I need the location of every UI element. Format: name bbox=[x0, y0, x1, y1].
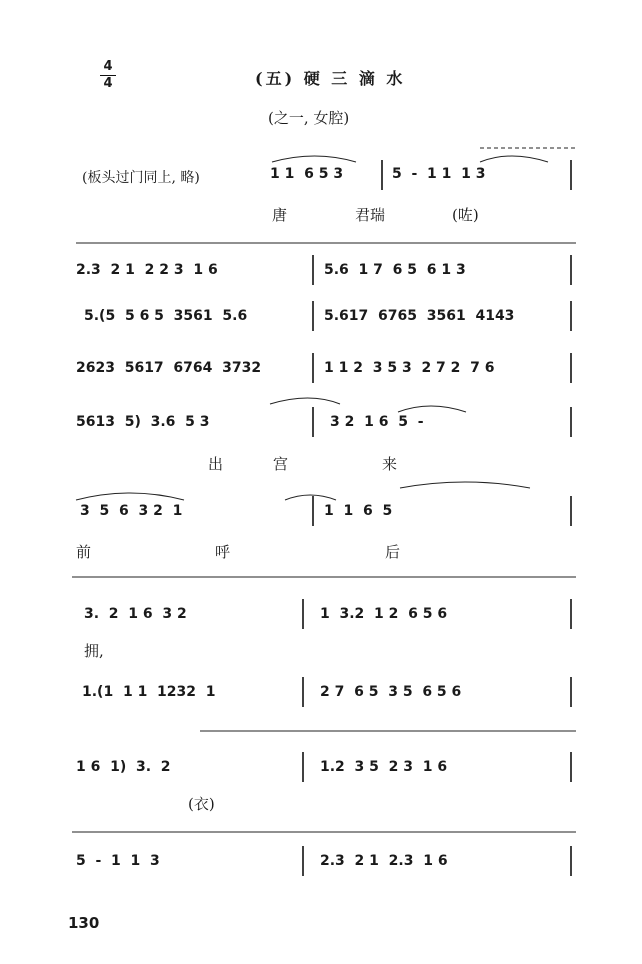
time-signature-bottom: 4 bbox=[103, 76, 113, 91]
lyric-7: 前 bbox=[76, 543, 92, 561]
notes-line-7-measure-2: 1 3.2 1 2 6 5 6 bbox=[320, 606, 448, 622]
lyric-10: 拥, bbox=[84, 642, 104, 660]
notes-line-3-measure-2: 5.617 6765 3561 4143 bbox=[324, 308, 515, 324]
notes-line-9-measure-2: 1.2 3 5 2 3 1 6 bbox=[320, 759, 448, 775]
notes-line-6-measure-2: 1 1 6 5 bbox=[324, 503, 393, 519]
notes-line-10-measure-1: 5 - 1 1 3 bbox=[76, 853, 160, 869]
notes-line-1-measure-2: 5 - 1 1 1 3 bbox=[392, 166, 486, 182]
lyric-8: 呼 bbox=[215, 543, 231, 561]
lyric-1: 唐 bbox=[272, 206, 288, 224]
lyric-3: (咗) bbox=[452, 206, 479, 224]
intro-note: (板头过门同上, 略) bbox=[82, 170, 200, 186]
notes-line-7-measure-1: 3. 2 1 6 3 2 bbox=[84, 606, 187, 622]
notes-line-5-measure-2: 3 2 1 6 5 - bbox=[330, 414, 424, 430]
lyric-6: 来 bbox=[382, 455, 398, 473]
lyric-5: 宫 bbox=[273, 455, 289, 473]
notes-line-3-measure-1: 5.(5 5 6 5 3561 5.6 bbox=[84, 308, 248, 324]
song-title: (五) 硬 三 滴 水 bbox=[255, 69, 406, 88]
lyric-2: 君瑞 bbox=[355, 206, 386, 224]
notes-line-2-measure-2: 5.6 1 7 6 5 6 1 3 bbox=[324, 262, 466, 278]
notes-line-10-measure-2: 2.3 2 1 2.3 1 6 bbox=[320, 853, 448, 869]
lyric-9: 后 bbox=[385, 543, 401, 561]
time-signature-top: 4 bbox=[103, 59, 113, 74]
lyric-4: 出 bbox=[208, 455, 224, 473]
page-number: 130 bbox=[68, 914, 100, 932]
notes-line-1-measure-1: 1 1 6 5 3 bbox=[270, 166, 344, 182]
notes-line-6-measure-1: 3 5 6 3 2 1 bbox=[80, 503, 183, 519]
notes-line-8-measure-1: 1.(1 1 1 1232 1 bbox=[82, 684, 216, 700]
notes-line-2-measure-1: 2.3 2 1 2 2 3 1 6 bbox=[76, 262, 218, 278]
lyric-11: (衣) bbox=[188, 795, 215, 813]
notes-line-4-measure-1: 2623 5617 6764 3732 bbox=[76, 360, 262, 376]
notes-line-5-measure-1: 5613 5) 3.6 5 3 bbox=[76, 414, 210, 430]
notes-line-8-measure-2: 2 7 6 5 3 5 6 5 6 bbox=[320, 684, 462, 700]
song-subtitle: (之一, 女腔) bbox=[268, 109, 350, 127]
notes-line-9-measure-1: 1 6 1) 3. 2 bbox=[76, 759, 171, 775]
notes-line-4-measure-2: 1 1 2 3 5 3 2 7 2 7 6 bbox=[324, 360, 495, 376]
